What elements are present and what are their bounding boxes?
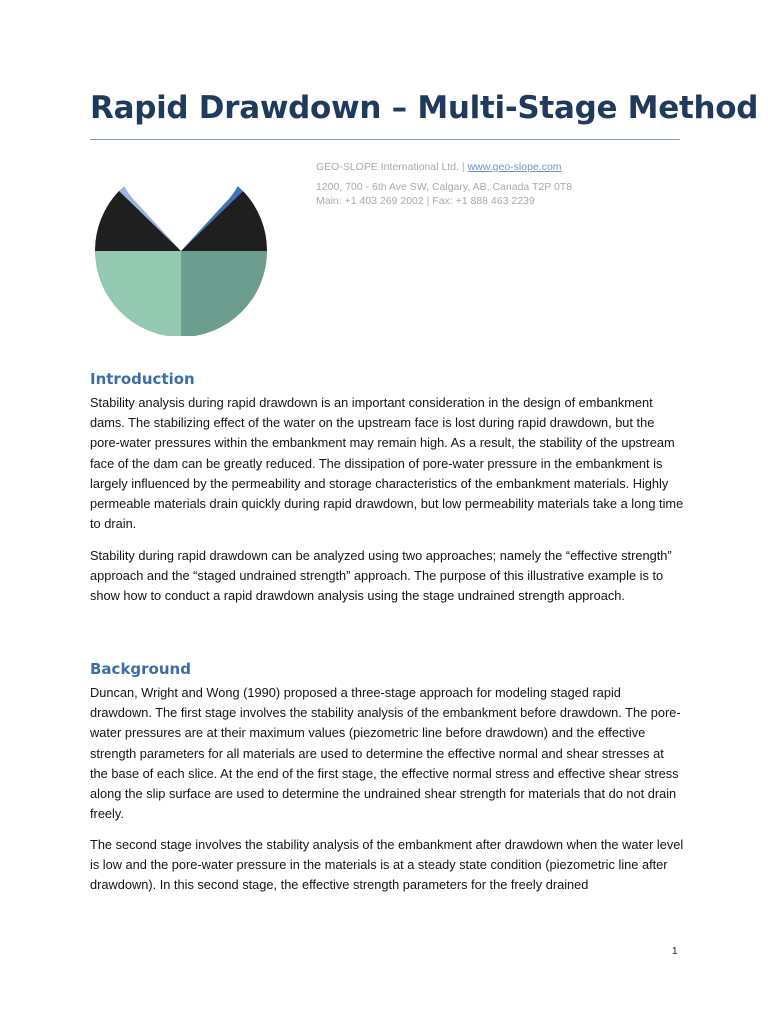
- header-separator: |: [461, 161, 465, 173]
- logo-segment-teal: [181, 251, 267, 336]
- background-paragraph-1: Duncan, Wright and Wong (1990) proposed a three-stage approach for modeling staged rapid drawdown. The first stage involves the stability analysis of the embankment before drawdown. The pore-water pressures are at their maximum values (piezometric line before drawdown) and the effective strength parameters for all materials are used to determine the effective normal and shear stresses at the base of each slice. At the end of the first stage, the effective normal stress and effective shear stress along the slip surface are used to determine the undrained shear strength for materials that do not drain freely.: [90, 685, 681, 822]
- company-address: 1200, 700 - 6th Ave SW, Calgary, AB, Canada T2P 0T8: [316, 181, 573, 193]
- introduction-paragraph-1: Stability analysis during rapid drawdown is an important consideration in the design of embankment dams. The stabilizing effect of the water on the upstream face is lost during rapid drawdown, but the pore-water pressures within the embankment may remain high. As a result, the stability of the upstream face of the dam can be greatly reduced. The dissipation of pore-water pressure in the embankment is largely influenced by the permeability and storage characteristics of the embankment materials. Highly permeable materials drain quickly during rapid drawdown, but low permeability materials take a long time to drain.: [90, 395, 684, 532]
- section-heading-background: Background: [90, 660, 191, 678]
- geo-slope-logo-icon: [95, 158, 267, 336]
- company-phone: Main: +1 403 269 2002 | Fax: +1 888 463 2239: [316, 195, 535, 207]
- section-heading-introduction: Introduction: [90, 370, 195, 388]
- background-paragraph-2: The second stage involves the stability analysis of the embankment after drawdown when the water level is low and the pore-water pressure in the materials is at a steady state condition (piezometric line after drawdown). In this second stage, the effective strength parameters for the freely drained: [90, 837, 684, 893]
- introduction-paragraph-2: Stability during rapid drawdown can be analyzed using two approaches; namely the “effective strength” approach and the “staged undrained strength” approach. The purpose of this illustrative example is to show how to conduct a rapid drawdown analysis using the stage undrained strength approach.: [90, 548, 672, 604]
- document-title: Rapid Drawdown – Multi-Stage Method: [90, 90, 759, 126]
- website-link[interactable]: www.geo-slope.com: [467, 161, 562, 173]
- page-number: 1: [672, 946, 678, 957]
- logo-segment-light-green: [95, 251, 181, 336]
- company-name: GEO-SLOPE International Ltd.: [316, 161, 459, 173]
- title-divider: [90, 139, 680, 140]
- company-contact-block: [316, 160, 572, 208]
